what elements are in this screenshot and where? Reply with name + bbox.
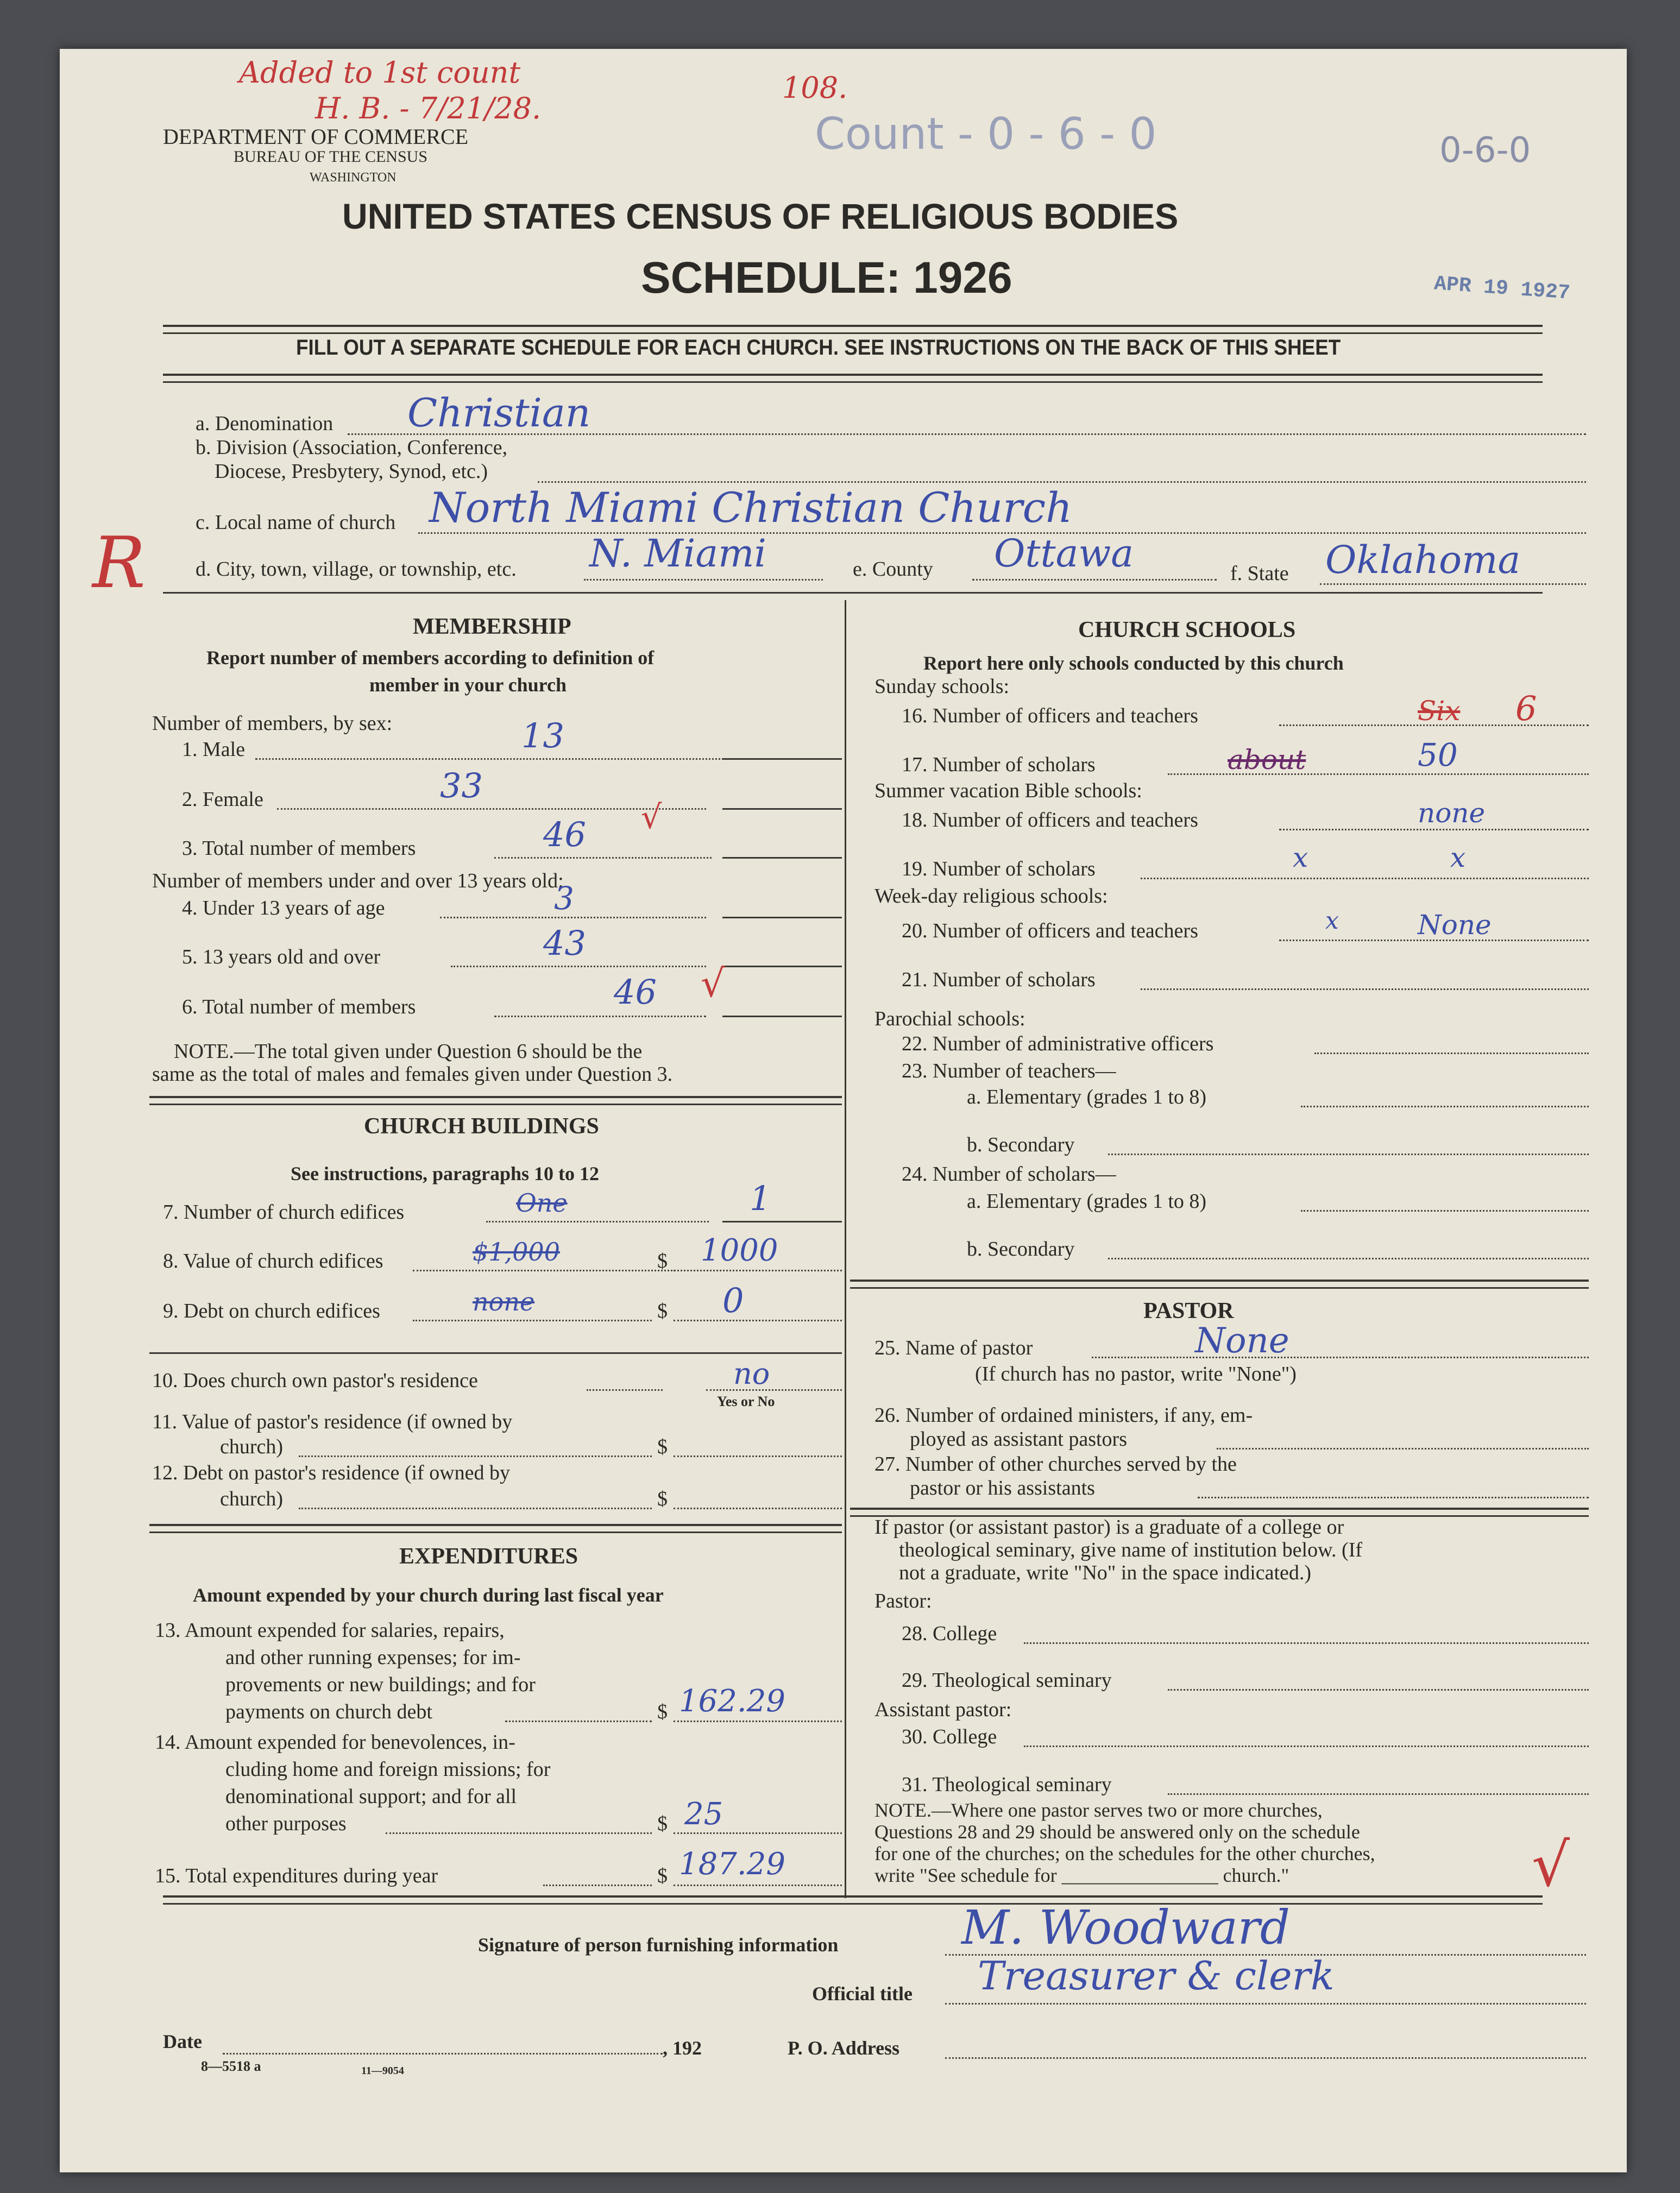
county-value: Ottawa (994, 531, 1134, 576)
census-schedule-sheet (60, 49, 1627, 2172)
q18-value: none (1418, 797, 1486, 829)
q26-line-2: ployed as assistant pastors (910, 1428, 1128, 1451)
q19-mark-2: x (1450, 842, 1466, 873)
q10-hint: Yes or No (717, 1394, 775, 1409)
q14-line-4: other purposes (225, 1812, 347, 1835)
q7-label: 7. Number of church edifices (163, 1201, 405, 1224)
q17-label: 17. Number of scholars (902, 753, 1096, 776)
q14-dollar: $ (657, 1812, 668, 1835)
q26-line-1: 26. Number of ordained ministers, if any, em- (874, 1404, 1253, 1427)
q14-value: 25 (684, 1797, 723, 1832)
local-name-value: North Miami Christian Church (429, 483, 1073, 532)
signature-label: Signature of person furnishing information (478, 1934, 839, 1956)
city-value: N. Miami (589, 531, 766, 576)
membership-note-2: same as the total of males and females given under Question 3. (152, 1063, 673, 1086)
schools-title: CHURCH SCHOOLS (1078, 617, 1296, 642)
q25-hint: (If church has no pastor, write "None") (975, 1363, 1297, 1385)
city-name: WASHINGTON (310, 171, 397, 185)
q15-dollar: $ (657, 1864, 668, 1887)
county-label: e. County (853, 558, 933, 581)
expenditures-title: EXPENDITURES (399, 1544, 578, 1569)
q6-label: 6. Total number of members (182, 995, 416, 1018)
number-108: 108. (782, 71, 848, 105)
q19-label: 19. Number of scholars (902, 858, 1096, 880)
q5-label: 5. 13 years old and over (182, 946, 381, 968)
q11-label-1: 11. Value of pastor's residence (if owned by (152, 1410, 513, 1433)
q20-value: None (1418, 909, 1492, 941)
q20-mark: x (1325, 907, 1339, 935)
denomination-value: Christian (407, 390, 591, 436)
division-label-1: b. Division (Association, Conference, (196, 436, 508, 459)
q22-label: 22. Number of administrative officers (902, 1032, 1214, 1055)
form-number: 8—5518 a (201, 2058, 261, 2074)
pastor-note-4: write "See schedule for ________________ church." (874, 1864, 1289, 1886)
q12-label-1: 12. Debt on pastor's residence (if owned by (152, 1461, 511, 1484)
pastor-note-3: for one of the churches; on the schedules for the other churches, (874, 1843, 1375, 1864)
q24b-label: b. Secondary (967, 1238, 1075, 1261)
members-by-age: Number of members under and over 13 years old: (152, 869, 564, 892)
instructions-line: FILL OUT A SEPARATE SCHEDULE FOR EACH CHURCH. SEE INSTRUCTIONS ON THE BACK OF THIS SHEET (296, 336, 1341, 360)
top-rule (163, 325, 1543, 334)
expenditures-subtitle: Amount expended by your church during last fiscal year (193, 1584, 664, 1606)
state-label: f. State (1230, 562, 1289, 585)
q25-label: 25. Name of pastor (874, 1337, 1033, 1359)
q8-dollar: $ (657, 1250, 668, 1272)
pastor-note-1: NOTE.—Where one pastor serves two or more churches, (874, 1799, 1323, 1821)
print-number: 11—9054 (361, 2065, 404, 2077)
department-name: DEPARTMENT OF COMMERCE (163, 124, 469, 149)
buildings-title: CHURCH BUILDINGS (364, 1114, 599, 1139)
q13-line-3: provements or new buildings; and for (225, 1673, 536, 1696)
q23a-label: a. Elementary (grades 1 to 8) (967, 1086, 1207, 1108)
q4-label: 4. Under 13 years of age (182, 897, 385, 919)
buildings-subtitle: See instructions, paragraphs 10 to 12 (291, 1163, 600, 1184)
graduate-note-2: theological seminary, give name of institution below. (If (899, 1539, 1363, 1561)
membership-note-1: NOTE.—The total given under Question 6 should be the (174, 1040, 643, 1063)
q31-label: 31. Theological seminary (902, 1773, 1112, 1796)
q7-struck: One (516, 1188, 568, 1218)
q8-label: 8. Value of church edifices (163, 1250, 383, 1272)
signature-value: M. Woodward (961, 1901, 1290, 1955)
q28-label: 28. College (902, 1622, 997, 1645)
bureau-name: BUREAU OF THE CENSUS (234, 148, 427, 166)
q23b-label: b. Secondary (967, 1133, 1075, 1156)
form-title: UNITED STATES CENSUS OF RELIGIOUS BODIES (342, 196, 1179, 236)
po-address-label: P. O. Address (788, 2037, 900, 2059)
q13-line-4: payments on church debt (225, 1700, 432, 1723)
city-label: d. City, town, village, or township, etc. (196, 558, 517, 581)
schedule-title: SCHEDULE: 1926 (641, 253, 1012, 303)
q6-value: 46 (614, 972, 657, 1012)
q17-value: 50 (1418, 736, 1458, 773)
q20-label: 20. Number of officers and teachers (902, 919, 1198, 942)
q11-dollar: $ (657, 1435, 668, 1458)
denomination-label: a. Denomination (196, 412, 334, 435)
q15-label: 15. Total expenditures during year (155, 1864, 438, 1887)
pastor-title: PASTOR (1143, 1299, 1234, 1324)
q14-line-3: denominational support; and for all (225, 1785, 517, 1808)
date-label: Date (163, 2031, 202, 2052)
received-date-stamp: APR 19 1927 (1433, 272, 1571, 305)
r-mark: R (92, 521, 146, 604)
q8-value: 1000 (701, 1233, 778, 1268)
assistant-subheader: Assistant pastor: (874, 1698, 1012, 1721)
q3-value: 46 (543, 815, 586, 854)
q3-label: 3. Total number of members (182, 837, 416, 860)
q13-line-1: 13. Amount expended for salaries, repairs, (155, 1619, 505, 1642)
graduate-note-1: If pastor (or assistant pastor) is a graduate of a college or (874, 1516, 1344, 1539)
summer-schools: Summer vacation Bible schools: (874, 779, 1142, 802)
added-note-line2: H. B. - 7/21/28. (315, 91, 542, 125)
q17-struck: about (1228, 744, 1306, 776)
division-label-2: Diocese, Presbytery, Synod, etc.) (215, 460, 488, 483)
schools-subtitle: Report here only schools conducted by this church (923, 652, 1344, 674)
q23-label: 23. Number of teachers— (902, 1060, 1116, 1082)
check-right: √ (1532, 1830, 1570, 1900)
q9-dollar: $ (657, 1300, 668, 1322)
q25-value: None (1195, 1321, 1289, 1361)
q13-dollar: $ (657, 1700, 668, 1723)
q16-value: 6 (1515, 689, 1537, 728)
q12-label-2: church) (220, 1488, 284, 1510)
pastor-note-2: Questions 28 and 29 should be answered only on the schedule (874, 1821, 1360, 1843)
count-right: 0-6-0 (1439, 130, 1531, 171)
q14-line-1: 14. Amount expended for benevolences, in- (155, 1731, 515, 1754)
membership-title: MEMBERSHIP (413, 614, 571, 639)
q4-value: 3 (554, 880, 574, 917)
sunday-schools: Sunday schools: (874, 675, 1010, 698)
q5-value: 43 (543, 923, 586, 963)
q2-label: 2. Female (182, 788, 263, 811)
q19-mark-1: x (1293, 842, 1308, 873)
q9-value: 0 (722, 1281, 744, 1320)
q16-struck: Six (1418, 695, 1461, 727)
q7-value: 1 (750, 1179, 771, 1218)
q27-line-2: pastor or his assistants (910, 1477, 1095, 1499)
q14-line-2: cluding home and foreign missions; for (225, 1758, 551, 1781)
parochial-schools: Parochial schools: (874, 1007, 1025, 1030)
local-name-label: c. Local name of church (196, 511, 396, 534)
added-note-line1: Added to 1st count (239, 55, 521, 90)
q9-struck: none (473, 1287, 535, 1316)
q9-label: 9. Debt on church edifices (163, 1300, 380, 1322)
count-pencil: Count - 0 - 6 - 0 (815, 109, 1157, 159)
q15-value: 187.29 (679, 1847, 785, 1882)
q16-label: 16. Number of officers and teachers (902, 704, 1198, 727)
q24-label: 24. Number of scholars— (902, 1163, 1116, 1186)
membership-subtitle-2: member in your church (369, 674, 567, 696)
check-q3: √ (641, 798, 662, 836)
q30-label: 30. College (902, 1725, 997, 1748)
q13-line-2: and other running expenses; for im- (225, 1646, 521, 1669)
q13-value: 162.29 (679, 1684, 785, 1719)
q21-label: 21. Number of scholars (902, 968, 1096, 991)
q10-label: 10. Does church own pastor's residence (152, 1369, 478, 1392)
q2-value: 33 (440, 766, 483, 805)
weekday-schools: Week-day religious schools: (874, 885, 1108, 908)
instruction-rule (163, 374, 1543, 383)
q8-struck: $1,000 (473, 1237, 560, 1266)
q11-label-2: church) (220, 1435, 284, 1458)
q29-label: 29. Theological seminary (902, 1669, 1112, 1692)
q24a-label: a. Elementary (grades 1 to 8) (967, 1190, 1207, 1213)
q1-label: 1. Male (182, 738, 246, 761)
official-title-label: Official title (812, 1983, 913, 2005)
q1-value: 13 (521, 716, 564, 755)
official-title-value: Treasurer & clerk (978, 1953, 1335, 1999)
q27-line-1: 27. Number of other churches served by the (874, 1453, 1237, 1476)
date-year: , 192 (663, 2037, 702, 2059)
column-divider (845, 600, 846, 1898)
graduate-note-3: not a graduate, write "No" in the space indicated.) (899, 1561, 1312, 1584)
q10-value: no (733, 1357, 770, 1391)
members-by-sex: Number of members, by sex: (152, 712, 393, 735)
state-value: Oklahoma (1325, 538, 1521, 582)
q12-dollar: $ (657, 1488, 668, 1510)
membership-subtitle-1: Report number of members according to definition of (206, 647, 655, 669)
q18-label: 18. Number of officers and teachers (902, 809, 1198, 831)
check-q6: √ (701, 961, 725, 1006)
pastor-subheader: Pastor: (874, 1590, 932, 1612)
